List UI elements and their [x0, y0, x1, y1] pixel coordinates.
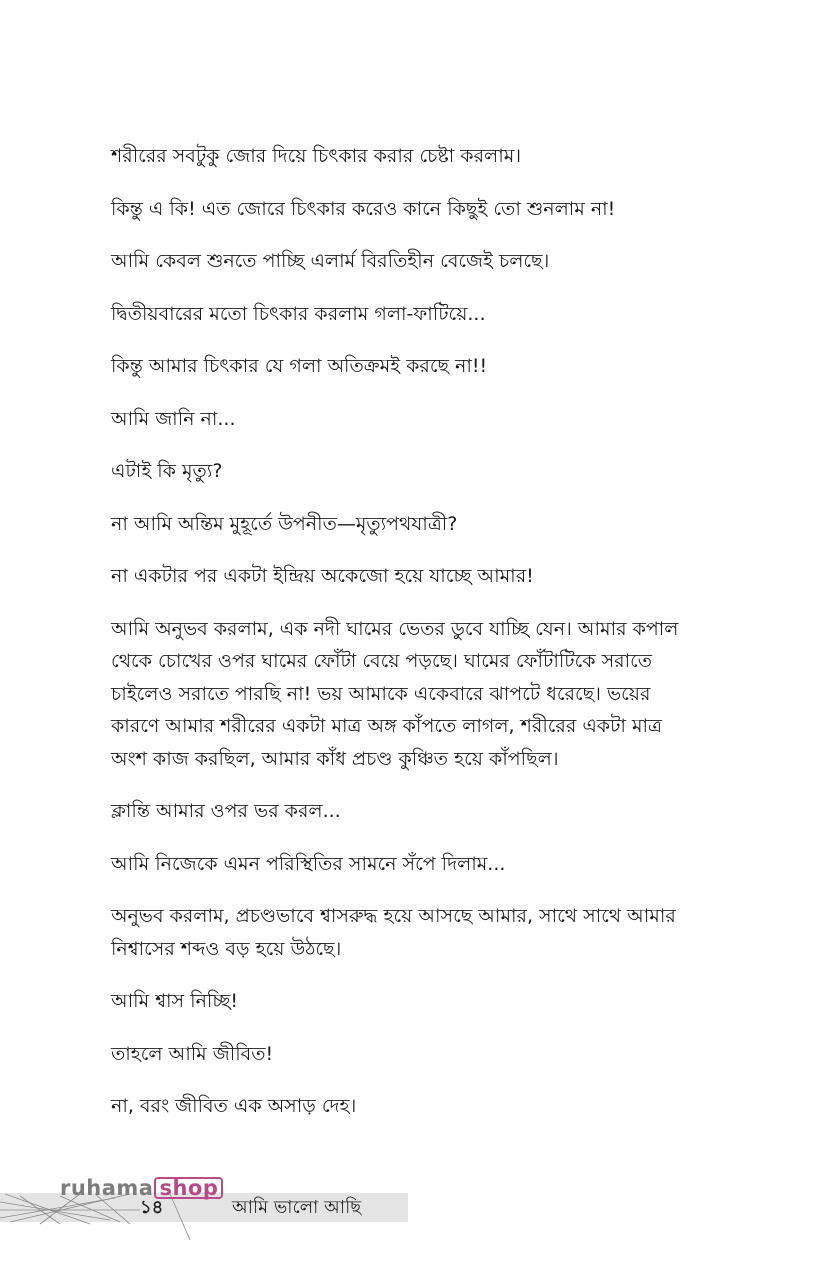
paragraph: আমি কেবল শুনতে পাচ্ছি এলার্ম বিরতিহীন বেজেই চলছে। — [111, 250, 550, 272]
paragraph: আমি অনুভব করলাম, এক নদী ঘামের ভেতর ডুবে যাচ্ছি যেন। আমার কপাল থেকে চোখের ওপর ঘামের ফোঁটা বেয়ে পড়ছে। ঘামের ফোঁটাটিকে সরাতে চাইলেও সরাতে পারছি না! ভয় আমাকে একেবারে ঝাপটে ধরেছে। ভয়ের কারণে আমার শরীরের একটা মাত্র অঙ্গ কাঁপতে লাগল, শরীরের একটা মাত্র অংশ কাজ করছিল, আমার কাঁধ প্রচণ্ড কুঞ্চিত হয়ে কাঁপছিল। — [111, 617, 679, 770]
paragraph: আমি শ্বাস নিচ্ছি! — [111, 990, 238, 1012]
body-text — [111, 140, 723, 1143]
paragraph: কিন্তু এ কি! এত জোরে চিৎকার করেও কানে কিছুই তো শুনলাম না! — [111, 197, 616, 220]
paragraph: কিন্তু আমার চিৎকার যে গলা অতিক্রমই করছে না!! — [111, 355, 488, 377]
paragraph: না একটার পর একটা ইন্দ্রিয় অকেজো হয়ে যাচ্ছে আমার! — [111, 565, 534, 587]
paragraph: অনুভব করলাম, প্রচণ্ডভাবে শ্বাসরুদ্ধ হয়ে আসছে আমার, সাথে সাথে আমার নিশ্বাসের শব্দও বড় হয়ে উঠছে। — [111, 905, 676, 960]
paragraph: আমি জানি না... — [111, 407, 236, 430]
paragraph: শরীরের সবটুকু জোর দিয়ে চিৎকার করার চেষ্টা করলাম। — [111, 145, 522, 167]
paragraph: আমি নিজেকে এমন পরিস্থিতির সামনে সঁপে দিলাম... — [111, 852, 506, 875]
page-footer — [0, 1176, 410, 1240]
paragraph: দ্বিতীয়বারের মতো চিৎকার করলাম গলা-ফাটিয়ে... — [111, 302, 486, 325]
page-number: ১৪ — [140, 1197, 164, 1218]
watermark-badge: shop — [154, 1177, 223, 1199]
running-title: আমি ভালো আছি — [232, 1197, 362, 1218]
paragraph: না, বরং জীবিত এক অসাড় দেহ। — [111, 1095, 357, 1117]
paragraph: ক্লান্তি আমার ওপর ভর করল... — [111, 800, 341, 822]
paragraph: না আমি অন্তিম মুহূর্তে উপনীত—মৃত্যুপথযাত্রী? — [111, 512, 458, 535]
paragraph: তাহলে আমি জীবিত! — [111, 1042, 274, 1065]
watermark-text: ruhama — [60, 1176, 154, 1200]
paragraph: এটাই কি মৃত্যু? — [111, 460, 223, 482]
